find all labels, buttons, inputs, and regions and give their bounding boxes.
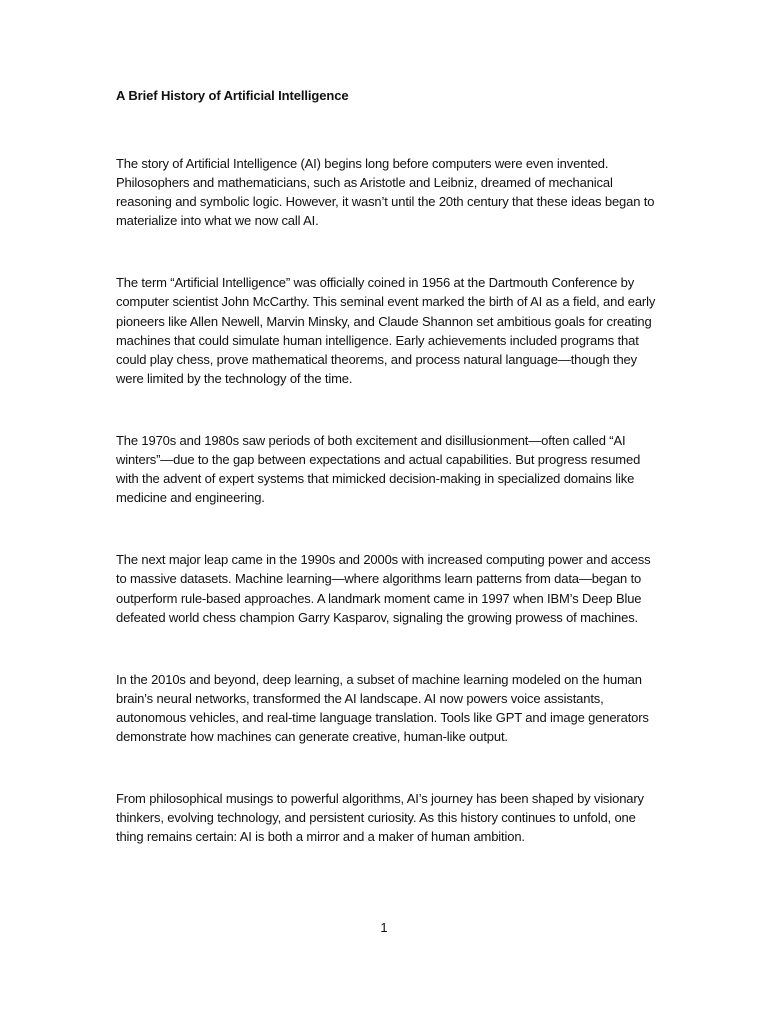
paragraph-origins: The story of Artificial Intelligence (AI) begins long before computers were even invented. Philosophers and mathematicians, such as Aristotle and Leibniz, dreamed of mechanical reasoning and symbolic logic. However, it wasn’t until the 20th century that these ideas began to materialize into what we now call AI.: [116, 156, 655, 229]
paragraph-machine-learning: The next major leap came in the 1990s and 2000s with increased computing power and access to massive datasets. Machine learning—where algorithms learn patterns from data—began to outperform rule-based approaches. A landmark moment came in 1997 when IBM’s Deep Blue defeated world chess champion Garry Kasparov, signaling the growing prowess of machines.: [116, 552, 651, 625]
paragraph-dartmouth: The term “Artificial Intelligence” was officially coined in 1956 at the Dartmouth Conference by computer scientist John McCarthy. This seminal event marked the birth of AI as a field, and early pioneers like Allen Newell, Marvin Minsky, and Claude Shannon set ambitious goals for creating machines that could simulate human intelligence. Early achievements included programs that could play chess, prove mathematical theorems, and process natural language—though they were limited by the technology of the time.: [116, 275, 656, 386]
document-title: A Brief History of Artificial Intelligence: [116, 88, 349, 103]
paragraph-spacer: [116, 230, 661, 273]
paragraph-spacer: [116, 627, 661, 670]
paragraph-spacer: [116, 388, 661, 431]
paragraph-deep-learning: In the 2010s and beyond, deep learning, a subset of machine learning modeled on the human brain’s neural networks, transformed the AI landscape. AI now powers voice assistants, autonomous vehicles, and real-time language translation. Tools like GPT and image generators demonstrate how machines can generate creative, human-like output.: [116, 671, 649, 744]
page-number: 1: [380, 920, 388, 935]
paragraph-ai-winters: The 1970s and 1980s saw periods of both excitement and disillusionment—often called “AI winters”—due to the gap between expectations and actual capabilities. But progress resumed with the advent of expert systems that mimicked decision-making in specialized domains like medicine and engineering.: [116, 432, 641, 506]
paragraph-spacer: [116, 746, 661, 789]
paragraph-spacer: [116, 507, 661, 550]
document-body: [116, 86, 661, 846]
paragraph-conclusion: From philosophical musings to powerful algorithms, AI’s journey has been shaped by visionary thinkers, evolving technology, and persistent curiosity. As this history continues to unfold, one thing remains certain: AI is both a mirror and a maker of human ambition.: [116, 791, 644, 845]
